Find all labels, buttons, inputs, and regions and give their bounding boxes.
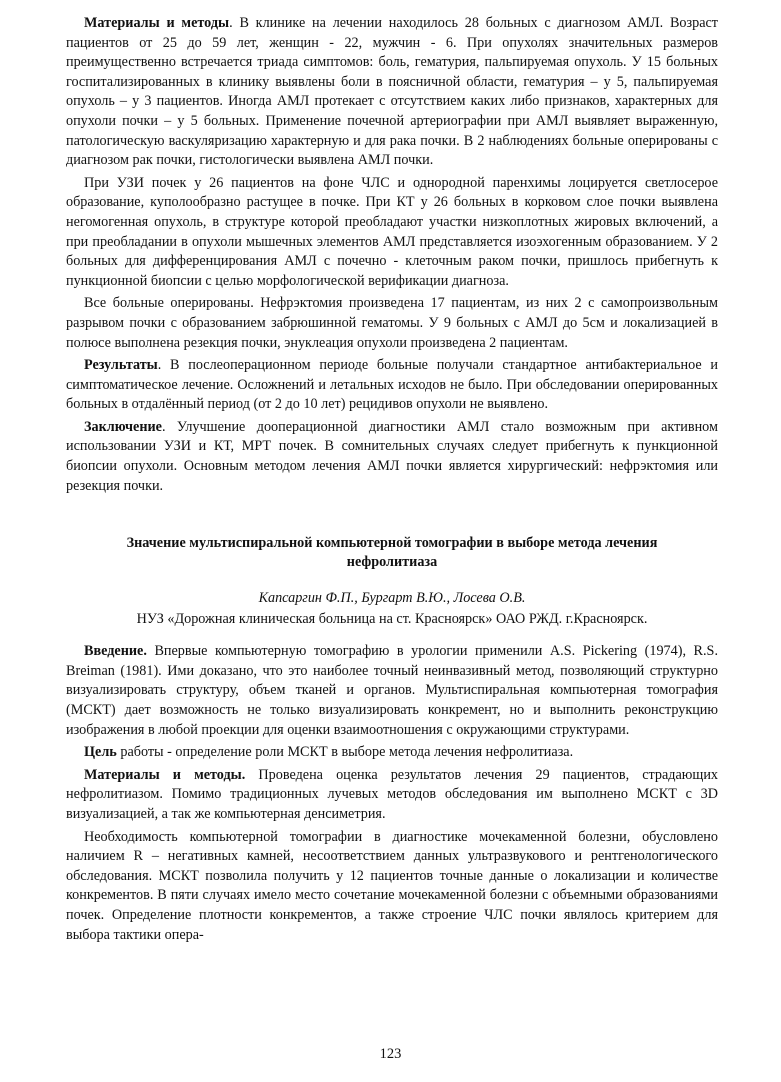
methods-heading: Материалы и методы. [84, 766, 246, 783]
methods-body: Проведена оценка результатов лечения 29 пациентов, страдающих нефролитиазом. Помимо традиционных лучевых методов обследования им выполнено МСКТ с 3D визуализацией, а так же компьютерная денсиметрия. [66, 766, 719, 822]
operated-paragraph: Все больные оперированы. Нефрэктомия произведена 17 пациентам, из них 2 с самопроизвольным разрывом почки с образованием забрюшинной гематомы. У 9 больных с АМЛ до 5см и локализацией в полюсе выполнена резекция почки, энуклеация опухоли произведена 2 пациентам. [66, 295, 718, 351]
article-title: Значение мультиспиральной компьютерной томографии в выборе метода лечения нефролитиаза [126, 535, 658, 571]
materials-body: . В клинике на лечении находилось 28 больных с диагнозом АМЛ. Возраст пациентов от 25 до 59 лет, женщин - 22, мужчин - 6. При опухолях значительных размеров преимущественно встречается триада симптомов: боль, гематурия, пальпируемая опухоль. У 15 больных госпитализированных в клинику выявлены боли в поясничной области, гематурия – у 5, пальпируемая опухоль – у 3 пациентов. Иногда АМЛ протекает с отсутствием каких либо признаков, характерных для опухоли почки – у 5 больных. Применение почечной артериографии при АМЛ выявляет выраженную, патологическую васкуляризацию характерную и для рака почки. В 2 наблюдениях больные оперированы с диагнозом рак почки, гистологически выявлена АМЛ почки. [66, 15, 718, 169]
intro-body: Впервые компьютерную томографию в урологии применили A.S. Pickering (1974), R.S. Breiman (1981). Ими доказано, что это наиболее точный неинвазивный метод, позволяющий структурно визуализировать структуру, объем тканей и органов. Мультиспиральная компьютерная томография (МСКТ) дает возможность не только визуализировать конкремент, но и выполнить реконструкцию изображения в любой проекции для оценки взаимоотношения с окружающими структурами. [66, 643, 718, 738]
page-content [66, 14, 718, 945]
intro-heading: Введение. [84, 643, 147, 660]
materials-paragraph [66, 14, 718, 171]
intro-paragraph [66, 642, 718, 740]
results-body: . В послеоперационном периоде больные получали стандартное антибактериальное и симптоматическое лечение. Осложнений и летальных исходов не было. При обследовании оперированных больных в отдалённый период (от 2 до 10 лет) рецидивов опухоли не выявлено. [66, 357, 718, 413]
results-heading: Результаты [84, 357, 158, 374]
conclusion-heading: Заключение [84, 418, 162, 435]
goal-paragraph [66, 740, 718, 763]
necessity-paragraph: Необходимость компьютерной томографии в диагностике мочекаменной болезни, обусловлено наличием R – негативных камней, несоответствием данных ультразвукового и рентгенологического обследования. МСКТ позволила получить у 12 пациентов точные данные о локализации и количестве конкрементов. В пяти случаях имело место сочетание мочекаменной болезни с объемными образованиями почек. Определение плотности конкрементов, а также строение ЧЛС почки являлось критерием для выбора тактики опера- [66, 828, 718, 943]
page-number: 123 [379, 1046, 402, 1062]
methods-paragraph [66, 763, 718, 825]
conclusion-body: . Улучшение дооперационной диагностики АМЛ стало возможным при активном использовании УЗИ и КТ, МРТ почек. В сомнительных случаях следует прибегнуть к пункционной биопсии опухоли. Основным методом лечения АМЛ почки является хирургический: нефрэктомия или резекция почки. [66, 418, 718, 494]
goal-heading: Цель [84, 744, 117, 761]
materials-heading: Материалы и методы [84, 15, 230, 31]
article-authors: Капсаргин Ф.П., Бургарт В.Ю., Лосева О.В. [258, 590, 526, 607]
uzi-paragraph: При УЗИ почек у 26 пациентов на фоне ЧЛС и однородной паренхимы лоцируется светлосерое образование, куполообразно растущее в почке. При КТ у 26 больных в корковом слое почки выявлена негомогенная опухоль, в структуре которой преобладают участки низкоплотных жировых включений, а при преобладании в опухоли мышечных элементов АМЛ представляется изоэхогенным образованием. У 2 больных для дифференцирования АМЛ с почечно - клеточным раком почки, пришлось прибегнуть к пункционной биопсии с целью морфологической верификации диагноза. [66, 174, 718, 289]
conclusion-paragraph [66, 415, 718, 496]
goal-body: работы - определение роли МСКТ в выборе метода лечения нефролитиаза. [116, 744, 574, 761]
results-paragraph [66, 353, 718, 415]
article-institution: НУЗ «Дорожная клиническая больница на ст. Красноярск» ОАО РЖД. г.Красноярск. [136, 611, 648, 628]
